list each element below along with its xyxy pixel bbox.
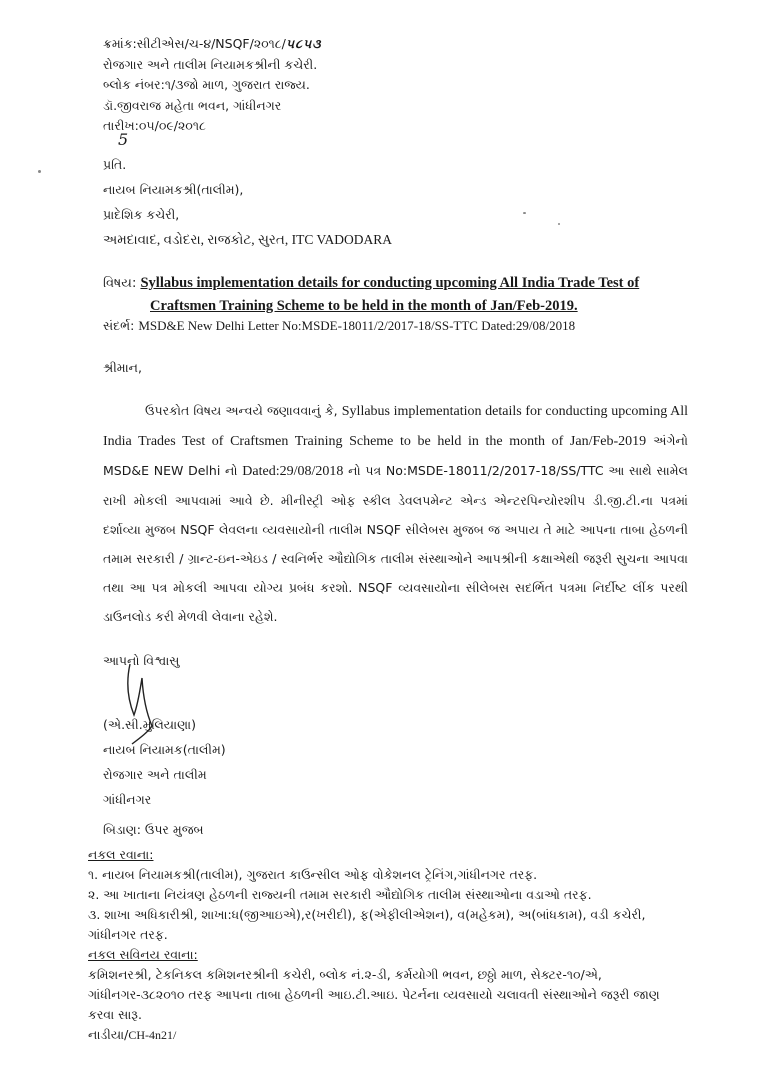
reference-number: ક્રમાંક:સીટીએસ/ચ-૪/NSQF/૨૦૧૮/૫૮૫૩ [103, 36, 322, 51]
scan-speck [38, 170, 41, 173]
reference-text: MSD&E New Delhi Letter No:MSDE-18011/2/2017-18/SS-TTC Dated:29/08/2018 [138, 318, 576, 333]
copy-to-heading: નકલ રવાના: [88, 847, 154, 862]
recipient-cities: અમદાવાદ, વડોદરા, રાજકોટ, સુરત, ITC VADODARA [103, 232, 392, 247]
scan-speck [523, 212, 526, 214]
subject-block [103, 272, 703, 318]
office-block: બ્લોક નંબર:૧/૩જો માળ, ગુજરાત રાજ્ય. [103, 77, 310, 92]
subject-line-2: Craftsmen Training Scheme to be held in the month of Jan/Feb-2019. [150, 298, 578, 314]
office-name: રોજગાર અને તાલીમ નિયામકશ્રીની કચેરી. [103, 56, 318, 72]
signatory-block [103, 712, 226, 812]
letter-body: ઉપરકોત વિષય અન્વયે જણાવવાનું કે, Syllabus implementation details for conducting upcoming All India Trades Test of Craftsmen Training Scheme to be held in the month of Jan/Feb-2019 અંગેનો MSD&E NEW Delhi નો Dated:29/08/2018 નો પત્ર No:MSDE-18011/2/2017-18/SS/TTC આ સાથે સામેલ રાખી મોકલી આપવામાં આવે છે. મીનીસ્ટ્રી ઓફ સ્કીલ ડેવલપમેન્ટ એન્ડ એન્ટરપિન્યોરશીપ ડી.જી.ટી.ના પત્રમાં દર્શાવ્યા મુજબ NSQF લેવલના વ્યવસાયોની તાલીમ NSQF સીલેબસ મુજબ જ અપાય તે માટે આપના તાબા હેઠળની તમામ સરકારી / ગ્રાન્ટ-ઇન-એઇડ / સ્વનિર્ભર ઔદ્યોગિક તાલીમ સંસ્થાઓને આપશ્રીની કક્ષાએથી જરૂરી સુચના આપવા તથા આ પત્ર મોકલી આપવા યોગ્ય પ્રબંધ કરશો. NSQF વ્યવસાયોના સીલેબસ સદર્ભિત પત્રમા નિર્દીષ્ટ લીંક પરથી ડાઉનલોડ કરી મેળવી લેવાના રહેશે. [103, 403, 688, 624]
copy-to-item-1: ૧. નાયબ નિયામકશ્રી(તાલીમ), ગુજરાત કાઉન્સીલ ઓફ વોકેશનલ ટ્રેનિંગ,ગાંધીનગર તરફ. [88, 867, 538, 882]
date-initial-mark: 5 [118, 130, 129, 149]
reference-label: સંદર્ભ: [103, 318, 135, 333]
recipient-office: પ્રાદેશિક કચેરી, [103, 207, 180, 222]
copy-to-item-2: ૨. આ ખાતાના નિયંત્રણ હેઠળની રાજ્યની તમામ સરકારી ઔદ્યોગિક તાલીમ સંસ્થાઓના વડાઓ તરફ. [88, 887, 592, 902]
signatory-designation: નાયબ નિયામક(તાલીમ) [103, 742, 226, 757]
scan-speck [558, 223, 560, 225]
enclosure-line: બિડાણ: ઉપર મુજબ [103, 822, 204, 837]
letter-date: તારીખ:૦૫/૦૯/૨૦૧૮ [103, 118, 206, 133]
handwritten-number: ૫૮૫૩ [285, 36, 322, 51]
recipient-block [103, 152, 392, 252]
signatory-office: રોજગાર અને તાલીમ [103, 767, 207, 782]
copy-to-block [88, 845, 688, 1045]
copy-to-heading-2: નકલ સવિનય રવાના: [88, 947, 198, 962]
recipient-prati: પ્રતિ. [103, 157, 127, 172]
copy-to-item-4: કમિશનરશ્રી, ટેકનિકલ કમિશનરશ્રીની કચેરી, બ્લોક નં.૨-ડી, કર્મયોગી ભવન, છઠ્ઠો માળ, સેક્ટર-૧૦/એ, ગાંધીનગર-૩૮૨૦૧૦ તરફ આપના તાબા હેઠળની આઇ.ટી.આઇ. પેટર્નના વ્યવસાયો ચલાવતી સંસ્થાઓને જરૂરી જાણ કરવા સારૂ. [88, 967, 660, 1022]
reference-line [103, 318, 575, 334]
signatory-city: ગાંધીનગર [103, 792, 152, 807]
salutation: શ્રીમાન, [103, 360, 142, 375]
office-bhavan: ડૉ.જીવરાજ મહેતા ભવન, ગાંધીનગર [103, 97, 282, 113]
recipient-designation: નાયબ નિયામકશ્રી(તાલીમ), [103, 182, 244, 197]
closing-line: આપનો વિશ્વાસુ [103, 653, 180, 668]
subject-label: વિષય: [103, 276, 137, 291]
letter-header [103, 34, 322, 137]
signatory-name: (એ.સી.મુલિયાણા) [103, 717, 196, 732]
subject-line-1: Syllabus implementation details for conducting upcoming All India Trade Test of [140, 275, 640, 291]
copy-to-item-3: ૩. શાખા અધિકારીશ્રી, શાખા:ધ(જીઆઇએ),ર(ખરીદી), ફ(એફીલીએશન), વ(મહેકમ), અ(બાંધકામ), વડી કચેરી, ગાંધીનગર તરફ. [88, 907, 646, 942]
file-reference: નાડીયા/CH-4n21/ [88, 1027, 177, 1042]
